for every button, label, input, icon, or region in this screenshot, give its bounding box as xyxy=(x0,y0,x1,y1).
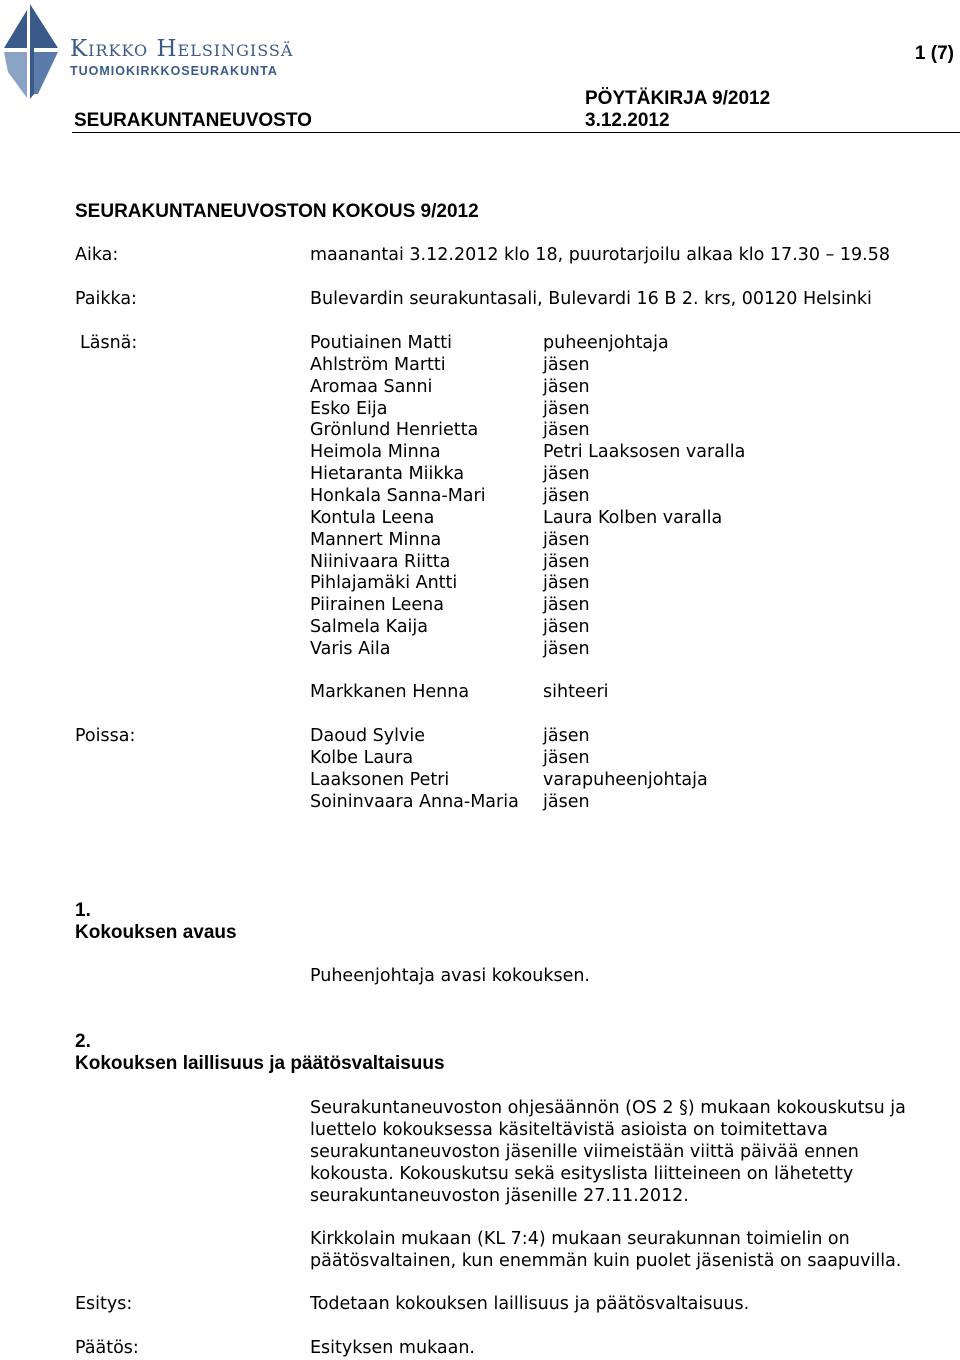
member-name: Poutiainen Matti xyxy=(310,333,452,353)
org-subtitle: TUOMIOKIRKKOSEURAKUNTA xyxy=(70,64,278,78)
member-role: jäsen xyxy=(543,551,590,572)
body-name: SEURAKUNTANEUVOSTO xyxy=(74,110,312,131)
absent-label: Poissa: xyxy=(75,726,136,746)
member-name: Salmela Kaija xyxy=(310,617,428,638)
member-name: Daoud Sylvie xyxy=(310,726,425,746)
section-2-paragraph-1: Seurakuntaneuvoston ohjesäännön (OS 2 §) mukaan kokouskutsu ja luettelo kokouksessa käsiteltävistä asioista on toimitettava seurakuntaneuvoston jäsenille viimeistään viittä päivää ennen kokousta. Kokouskutsu sekä esityslista liitteineen on lähetetty seurakuntaneuvoston jäsenille 27.11.2012. xyxy=(310,1098,906,1206)
member-name: Mannert Minna xyxy=(310,529,442,550)
member-role: jäsen xyxy=(543,354,590,375)
section-2-number: 2. xyxy=(75,1031,91,1052)
place-value: Bulevardin seurakuntasali, Bulevardi 16 B 2. krs, 00120 Helsinki xyxy=(310,289,872,309)
member-name: Heimola Minna xyxy=(310,442,441,463)
member-name: Pihlajamäki Antti xyxy=(310,573,458,594)
member-name: Niinivaara Riitta xyxy=(310,551,451,572)
section-2-paragraph-2: Kirkkolain mukaan (KL 7:4) mukaan seurakunnan toimielin on päätösvaltainen, kun enemmän kuin puolet jäsenistä on saapuvilla. xyxy=(310,1229,902,1271)
member-role: jäsen xyxy=(543,376,590,397)
section-1-number: 1. xyxy=(75,900,91,921)
place-label: Paikka: xyxy=(75,289,137,309)
doc-date: 3.12.2012 xyxy=(585,110,670,131)
present-label: Läsnä: xyxy=(80,333,138,353)
member-role: jäsen xyxy=(543,464,590,485)
secretary-name: Markkanen Henna xyxy=(310,682,470,702)
section-2-title: Kokouksen laillisuus ja päätösvaltaisuus xyxy=(75,1053,445,1074)
header-divider xyxy=(72,132,960,133)
member-name: Piirainen Leena xyxy=(310,595,444,616)
time-value: maanantai 3.12.2012 klo 18, puurotarjoilu alkaa klo 17.30 – 19.58 xyxy=(310,245,890,265)
member-role: jäsen xyxy=(543,485,590,506)
member-role: Petri Laaksosen varalla xyxy=(543,442,746,463)
member-role: jäsen xyxy=(543,398,590,419)
member-role: jäsen xyxy=(543,573,590,594)
member-role: Laura Kolben varalla xyxy=(543,507,723,528)
member-name: Esko Eija xyxy=(310,398,388,419)
section-1-text: Puheenjohtaja avasi kokouksen. xyxy=(310,966,590,986)
member-name: Soininvaara Anna-Maria xyxy=(310,791,519,812)
member-name: Kontula Leena xyxy=(310,507,435,528)
member-role: jäsen xyxy=(543,747,590,768)
member-name: Hietaranta Miikka xyxy=(310,464,465,485)
member-role: jäsen xyxy=(543,420,590,441)
member-role: puheenjohtaja xyxy=(543,333,669,353)
member-role: varapuheenjohtaja xyxy=(543,769,708,790)
church-cross-logo-icon xyxy=(0,2,64,102)
member-role: jäsen xyxy=(543,791,590,812)
member-role: jäsen xyxy=(543,638,590,659)
member-role: jäsen xyxy=(543,595,590,616)
member-name: Laaksonen Petri xyxy=(310,769,450,790)
member-name: Varis Aila xyxy=(310,638,391,659)
proposal-label: Esitys: xyxy=(75,1294,133,1314)
proposal-text: Todetaan kokouksen laillisuus ja päätösvaltaisuus. xyxy=(310,1294,750,1314)
doc-type: PÖYTÄKIRJA 9/2012 xyxy=(585,88,771,109)
member-name: Ahlström Martti xyxy=(310,354,446,375)
member-name: Kolbe Laura xyxy=(310,747,414,768)
decision-label: Päätös: xyxy=(75,1338,139,1358)
decision-text: Esityksen mukaan. xyxy=(310,1338,475,1358)
secretary-role: sihteeri xyxy=(543,682,609,702)
member-role: jäsen xyxy=(543,529,590,550)
member-role: jäsen xyxy=(543,726,590,746)
page-number: 1 (7) xyxy=(914,43,954,64)
time-label: Aika: xyxy=(75,245,119,265)
section-1-title: Kokouksen avaus xyxy=(75,922,237,943)
member-role: jäsen xyxy=(543,617,590,638)
member-name: Honkala Sanna-Mari xyxy=(310,485,486,506)
member-name: Grönlund Henrietta xyxy=(310,420,479,441)
org-name: Kirkko Helsingissä xyxy=(70,36,294,62)
meeting-title: SEURAKUNTANEUVOSTON KOKOUS 9/2012 xyxy=(75,201,479,222)
member-name: Aromaa Sanni xyxy=(310,376,433,397)
